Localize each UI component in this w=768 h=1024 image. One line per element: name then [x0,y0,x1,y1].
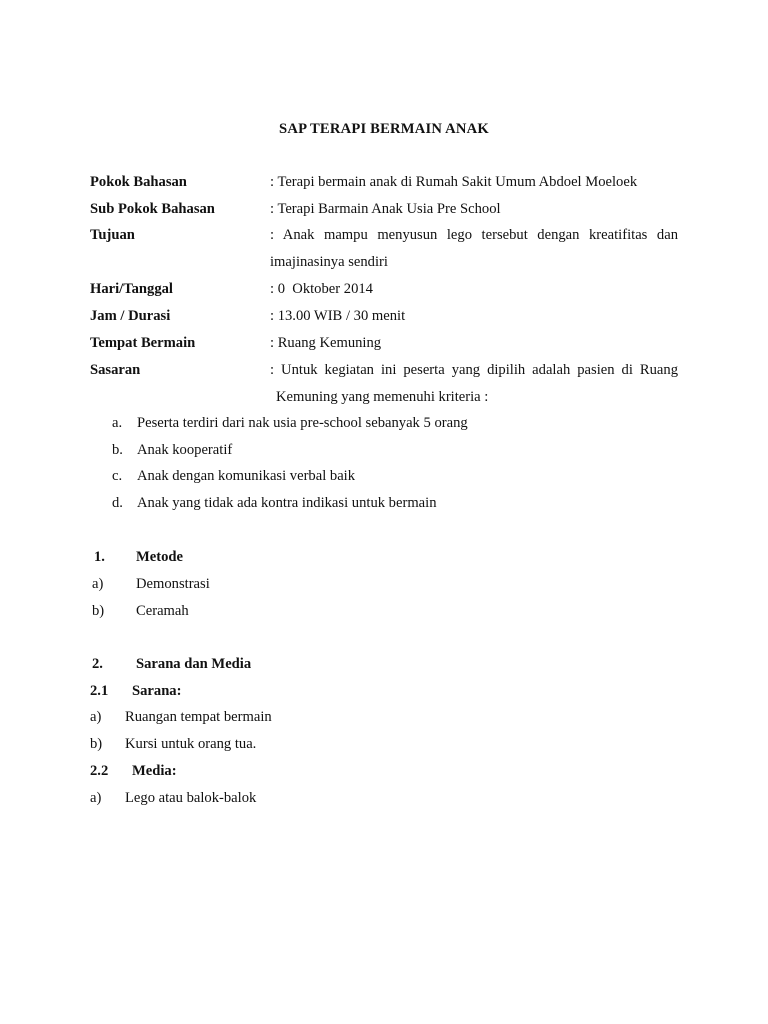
field-label-sub-pokok-bahasan: Sub Pokok Bahasan [90,201,215,217]
field-value-jam-durasi: : 13.00 WIB / 30 menit [270,308,406,324]
subsection-title-media: Media: [132,763,177,779]
criteria-letter: c. [112,468,123,484]
list-item: Ceramah [136,603,189,619]
field-label-tujuan: Tujuan [90,227,135,243]
criteria-letter: d. [112,495,123,511]
subsection-number: 2.2 [90,763,109,779]
criteria-letter: a. [112,415,123,431]
list-letter: b) [90,736,103,752]
list-item: Kursi untuk orang tua. [125,736,257,752]
field-value-tempat-bermain: : Ruang Kemuning [270,335,382,351]
criteria-letter: b. [112,442,123,458]
criteria-item: Anak kooperatif [137,442,233,458]
list-letter: a) [92,576,104,592]
criteria-item: Anak yang tidak ada kontra indikasi untuk bermain [137,495,437,511]
section-number: 1. [94,549,105,565]
field-value-sub-pokok-bahasan: : Terapi Barmain Anak Usia Pre School [270,201,501,217]
field-label-jam-durasi: Jam / Durasi [90,308,171,324]
list-item: Demonstrasi [136,576,210,592]
criteria-item: Peserta terdiri dari nak usia pre-school sebanyak 5 orang [137,415,468,431]
section-number: 2. [92,656,103,672]
list-item: Lego atau balok-balok [125,790,257,806]
list-letter: b) [92,603,105,619]
field-label-pokok-bahasan: Pokok Bahasan [90,174,187,190]
field-value-sasaran-line1: : Untuk kegiatan ini peserta yang dipilih adalah pasien di Ruang [270,362,678,378]
field-label-sasaran: Sasaran [90,362,141,378]
field-value-sasaran-line2: Kemuning yang memenuhi kriteria : [276,389,489,405]
field-label-hari-tanggal: Hari/Tanggal [90,281,173,297]
field-value-tujuan-line1: : Anak mampu menyusun lego tersebut dengan kreatifitas dan [270,227,678,243]
subsection-number: 2.1 [90,683,109,699]
section-title-metode: Metode [136,549,184,565]
field-value-pokok-bahasan: : Terapi bermain anak di Rumah Sakit Umum Abdoel Moeloek [270,174,638,190]
field-label-tempat-bermain: Tempat Bermain [90,335,196,351]
field-value-tujuan-line2: imajinasinya sendiri [270,254,388,270]
criteria-item: Anak dengan komunikasi verbal baik [137,468,356,484]
document-title: SAP TERAPI BERMAIN ANAK [279,121,489,137]
field-value-hari-tanggal: : 0 Oktober 2014 [270,281,373,297]
section-title-sarana-media: Sarana dan Media [136,656,252,672]
subsection-title-sarana: Sarana: [132,683,182,699]
list-letter: a) [90,790,102,806]
list-item: Ruangan tempat bermain [125,709,272,725]
list-letter: a) [90,709,102,725]
